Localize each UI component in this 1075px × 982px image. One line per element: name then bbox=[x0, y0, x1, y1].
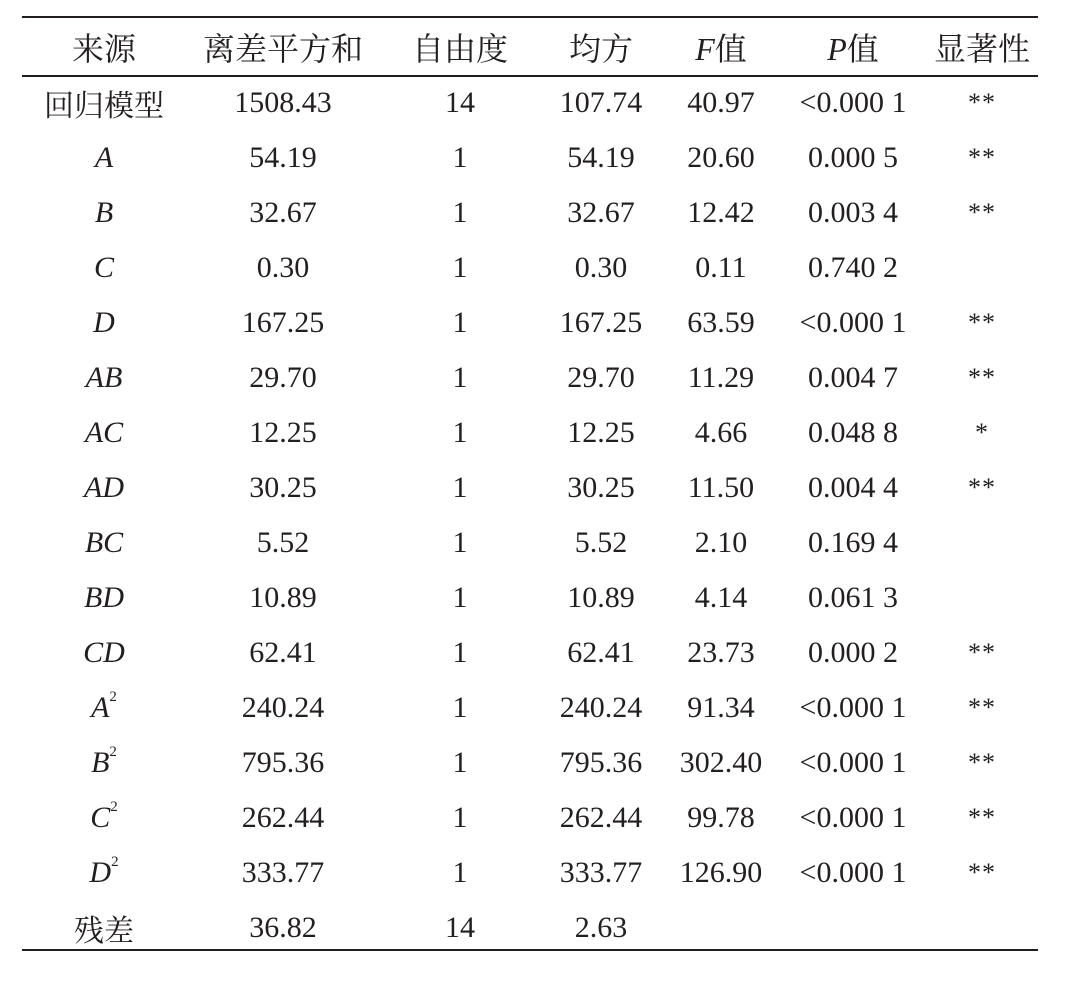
cell-significance: ** bbox=[968, 142, 996, 172]
cell-significance bbox=[926, 240, 1038, 295]
header-f-value-symbol: F bbox=[695, 30, 715, 67]
source-label: A bbox=[91, 690, 110, 724]
cell-f-value: 20.60 bbox=[687, 140, 755, 174]
cell-df: 14 bbox=[445, 85, 475, 119]
cell-significance: ** bbox=[968, 362, 996, 392]
header-significance-label: 显著性 bbox=[933, 30, 1030, 67]
cell-source bbox=[22, 185, 186, 240]
table-row bbox=[22, 900, 1038, 955]
cell-mean-square: 32.67 bbox=[567, 195, 635, 229]
source-label: D bbox=[93, 305, 115, 339]
cell-mean-square: 107.74 bbox=[559, 85, 643, 119]
cell-significance: ** bbox=[968, 692, 996, 722]
cell-df: 1 bbox=[452, 305, 468, 339]
cell-mean-square: 30.25 bbox=[567, 470, 635, 504]
cell-f-value: 91.34 bbox=[687, 690, 755, 724]
cell-p-value: 0.740 2 bbox=[808, 250, 898, 284]
cell-source bbox=[22, 405, 186, 460]
cell-significance: * bbox=[975, 417, 989, 447]
cell-sum-of-squares: 54.19 bbox=[249, 140, 317, 174]
source-label: AB bbox=[85, 360, 123, 394]
cell-f-value: 11.50 bbox=[687, 470, 755, 504]
cell-p-value bbox=[780, 900, 926, 955]
cell-significance: ** bbox=[968, 857, 996, 887]
source-label: B bbox=[91, 745, 110, 779]
header-f-value-label: 值 bbox=[714, 30, 747, 67]
cell-f-value: 0.11 bbox=[695, 250, 747, 284]
cell-p-value: 0.003 4 bbox=[808, 195, 898, 229]
cell-df: 1 bbox=[452, 415, 468, 449]
source-label: 残差 bbox=[74, 914, 134, 948]
cell-mean-square: 167.25 bbox=[559, 305, 643, 339]
cell-sum-of-squares: 10.89 bbox=[249, 580, 317, 614]
cell-significance: ** bbox=[968, 197, 996, 227]
table-row bbox=[22, 625, 1038, 680]
cell-sum-of-squares: 0.30 bbox=[256, 250, 310, 284]
header-sum-of-squares-label: 离差平方和 bbox=[202, 30, 363, 67]
cell-p-value: <0.000 1 bbox=[799, 690, 907, 724]
header-source bbox=[22, 18, 186, 75]
cell-f-value: 40.97 bbox=[687, 85, 755, 119]
header-significance bbox=[926, 18, 1038, 75]
cell-sum-of-squares: 62.41 bbox=[249, 635, 317, 669]
cell-source bbox=[22, 460, 186, 515]
cell-significance: ** bbox=[968, 87, 996, 117]
cell-p-value: 0.048 8 bbox=[808, 415, 898, 449]
cell-sum-of-squares: 262.44 bbox=[241, 800, 325, 834]
source-label: C bbox=[90, 800, 111, 834]
header-mean-square bbox=[540, 18, 662, 75]
cell-mean-square: 262.44 bbox=[559, 800, 643, 834]
cell-df: 1 bbox=[452, 800, 468, 834]
table-row bbox=[22, 845, 1038, 900]
cell-p-value: 0.061 3 bbox=[808, 580, 898, 614]
cell-source bbox=[22, 350, 186, 405]
cell-significance bbox=[926, 570, 1038, 625]
header-p-value-symbol: P bbox=[827, 30, 847, 67]
source-label: CD bbox=[83, 635, 125, 669]
cell-p-value: <0.000 1 bbox=[799, 305, 907, 339]
cell-significance bbox=[926, 515, 1038, 570]
cell-sum-of-squares: 36.82 bbox=[249, 910, 317, 944]
cell-mean-square: 795.36 bbox=[559, 745, 643, 779]
cell-sum-of-squares: 12.25 bbox=[249, 415, 317, 449]
source-exponent: 2 bbox=[109, 688, 117, 705]
header-row bbox=[22, 18, 1038, 75]
table-row bbox=[22, 350, 1038, 405]
cell-f-value: 302.40 bbox=[679, 745, 763, 779]
cell-source bbox=[22, 295, 186, 350]
cell-sum-of-squares: 30.25 bbox=[249, 470, 317, 504]
source-label: D bbox=[89, 855, 112, 889]
cell-f-value: 12.42 bbox=[687, 195, 755, 229]
cell-p-value: <0.000 1 bbox=[799, 745, 907, 779]
cell-df: 1 bbox=[452, 745, 468, 779]
cell-p-value: <0.000 1 bbox=[799, 855, 907, 889]
table-row bbox=[22, 240, 1038, 295]
cell-source bbox=[22, 625, 186, 680]
cell-p-value: <0.000 1 bbox=[799, 85, 907, 119]
cell-f-value: 4.66 bbox=[694, 415, 748, 449]
cell-f-value: 4.14 bbox=[694, 580, 748, 614]
anova-table bbox=[22, 18, 1038, 955]
table-row bbox=[22, 75, 1038, 130]
cell-f-value: 63.59 bbox=[687, 305, 755, 339]
source-exponent: 2 bbox=[109, 743, 117, 760]
header-p-value-label: 值 bbox=[846, 30, 879, 67]
table-row bbox=[22, 460, 1038, 515]
cell-sum-of-squares: 240.24 bbox=[241, 690, 325, 724]
table-row bbox=[22, 405, 1038, 460]
cell-sum-of-squares: 32.67 bbox=[249, 195, 317, 229]
cell-significance bbox=[926, 900, 1038, 955]
cell-df: 1 bbox=[452, 195, 468, 229]
cell-p-value: 0.004 4 bbox=[808, 470, 898, 504]
cell-f-value bbox=[662, 900, 780, 955]
header-df-label: 自由度 bbox=[411, 30, 508, 67]
cell-df: 1 bbox=[452, 580, 468, 614]
source-label: BD bbox=[84, 580, 124, 614]
table-row bbox=[22, 790, 1038, 845]
cell-source bbox=[22, 845, 186, 900]
source-label: 回归模型 bbox=[44, 89, 164, 123]
cell-source bbox=[22, 570, 186, 625]
cell-p-value: 0.000 2 bbox=[808, 635, 898, 669]
cell-df: 1 bbox=[452, 140, 468, 174]
source-label: AC bbox=[84, 415, 124, 449]
cell-df: 1 bbox=[452, 250, 468, 284]
cell-p-value: <0.000 1 bbox=[799, 800, 907, 834]
cell-source bbox=[22, 240, 186, 295]
cell-f-value: 11.29 bbox=[687, 360, 755, 394]
cell-source bbox=[22, 75, 186, 130]
source-label: BC bbox=[84, 525, 124, 559]
cell-p-value: 0.000 5 bbox=[808, 140, 898, 174]
cell-df: 1 bbox=[452, 360, 468, 394]
cell-f-value: 2.10 bbox=[694, 525, 748, 559]
cell-significance: ** bbox=[968, 802, 996, 832]
cell-source bbox=[22, 735, 186, 790]
cell-sum-of-squares: 5.52 bbox=[256, 525, 310, 559]
source-label: C bbox=[93, 250, 114, 284]
cell-mean-square: 0.30 bbox=[574, 250, 628, 284]
cell-source bbox=[22, 790, 186, 845]
table-row bbox=[22, 130, 1038, 185]
cell-sum-of-squares: 167.25 bbox=[241, 305, 325, 339]
cell-significance: ** bbox=[968, 747, 996, 777]
cell-df: 14 bbox=[445, 910, 475, 944]
cell-f-value: 99.78 bbox=[687, 800, 755, 834]
cell-source bbox=[22, 900, 186, 955]
cell-significance: ** bbox=[968, 637, 996, 667]
table-body bbox=[22, 75, 1038, 955]
source-label: B bbox=[94, 195, 114, 229]
cell-mean-square: 12.25 bbox=[567, 415, 635, 449]
header-source-label: 来源 bbox=[71, 30, 136, 67]
table-row bbox=[22, 295, 1038, 350]
table-row bbox=[22, 185, 1038, 240]
cell-p-value: 0.004 7 bbox=[808, 360, 898, 394]
source-exponent: 2 bbox=[110, 798, 118, 815]
cell-df: 1 bbox=[452, 635, 468, 669]
header-mean-square-label: 均方 bbox=[568, 30, 633, 67]
cell-source bbox=[22, 130, 186, 185]
header-df bbox=[380, 18, 540, 75]
cell-mean-square: 29.70 bbox=[567, 360, 635, 394]
cell-significance: ** bbox=[968, 472, 996, 502]
cell-mean-square: 333.77 bbox=[559, 855, 643, 889]
cell-df: 1 bbox=[452, 525, 468, 559]
table-row bbox=[22, 735, 1038, 790]
cell-sum-of-squares: 333.77 bbox=[241, 855, 325, 889]
header-f-value bbox=[662, 18, 780, 75]
cell-sum-of-squares: 29.70 bbox=[249, 360, 317, 394]
cell-source bbox=[22, 515, 186, 570]
cell-mean-square: 54.19 bbox=[567, 140, 635, 174]
cell-sum-of-squares: 795.36 bbox=[241, 745, 325, 779]
cell-mean-square: 10.89 bbox=[567, 580, 635, 614]
cell-f-value: 126.90 bbox=[679, 855, 763, 889]
source-label: AD bbox=[84, 470, 124, 504]
cell-df: 1 bbox=[452, 855, 468, 889]
cell-mean-square: 2.63 bbox=[574, 910, 628, 944]
cell-p-value: 0.169 4 bbox=[808, 525, 898, 559]
header-sum-of-squares bbox=[186, 18, 380, 75]
header-p-value bbox=[780, 18, 926, 75]
cell-df: 1 bbox=[452, 690, 468, 724]
table-row bbox=[22, 680, 1038, 735]
source-label: A bbox=[94, 140, 114, 174]
source-exponent: 2 bbox=[111, 853, 119, 870]
cell-source bbox=[22, 680, 186, 735]
cell-df: 1 bbox=[452, 470, 468, 504]
cell-sum-of-squares: 1508.43 bbox=[234, 85, 332, 119]
cell-significance: ** bbox=[968, 307, 996, 337]
table-row bbox=[22, 515, 1038, 570]
cell-mean-square: 240.24 bbox=[559, 690, 643, 724]
cell-mean-square: 5.52 bbox=[574, 525, 628, 559]
table-row bbox=[22, 570, 1038, 625]
cell-mean-square: 62.41 bbox=[567, 635, 635, 669]
cell-f-value: 23.73 bbox=[687, 635, 755, 669]
